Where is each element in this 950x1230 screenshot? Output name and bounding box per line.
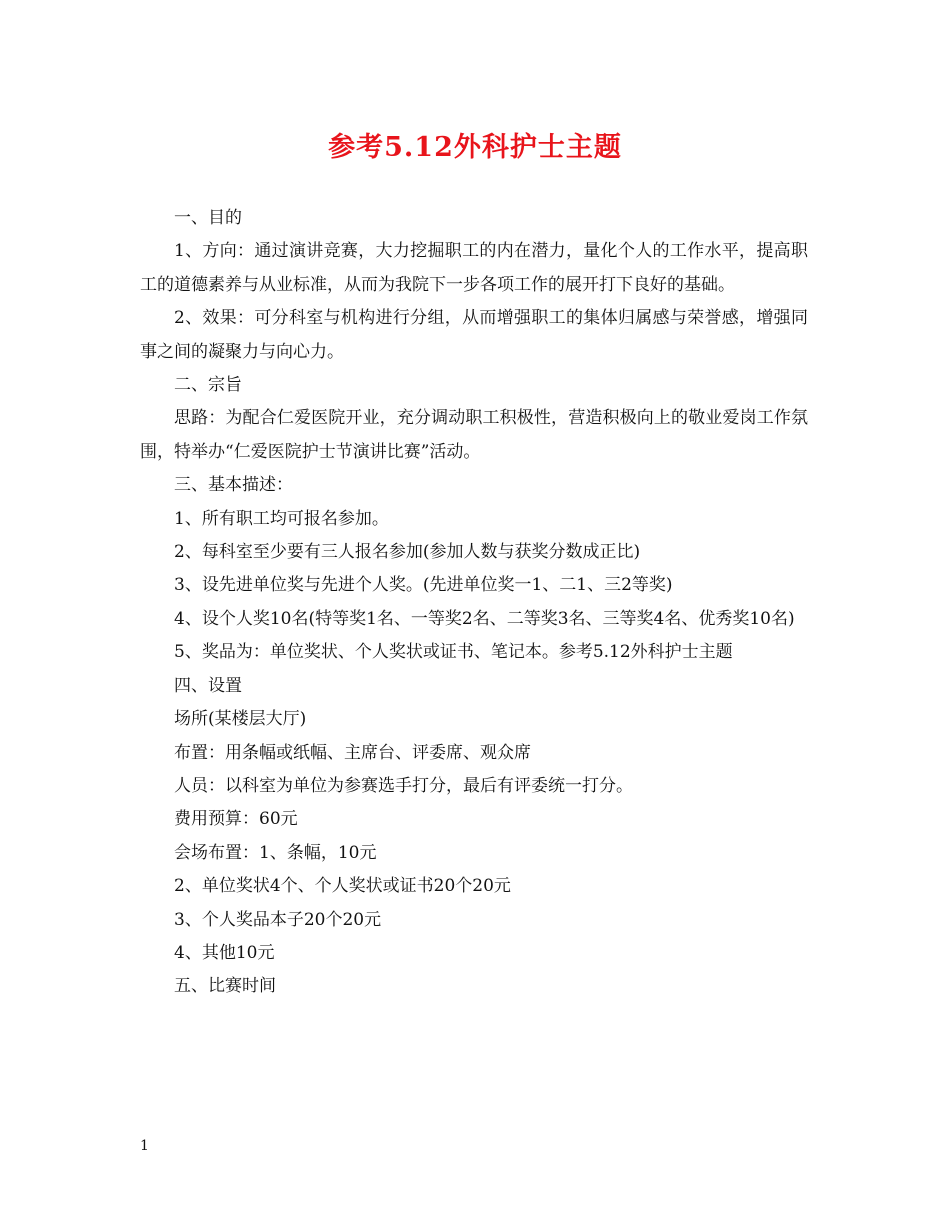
paragraph-direction: 1、方向：通过演讲竞赛，大力挖掘职工的内在潜力，量化个人的工作水平，提高职工的道德素养与从业标准，从而为我院下一步各项工作的展开打下良好的基础。 <box>140 241 808 295</box>
paragraph-budget: 费用预算：60元 <box>174 809 298 830</box>
section-heading-aim: 二、宗旨 <box>174 375 242 396</box>
budget-item-banner: 会场布置：1、条幅，10元 <box>174 842 377 863</box>
paragraph-venue: 场所(某楼层大厅) <box>174 709 307 730</box>
list-item-unit-awards: 3、设先进单位奖与先进个人奖。(先进单位奖一1、二1、三2等奖) <box>174 575 673 596</box>
budget-item-certificates: 2、单位奖状4个、个人奖状或证书20个20元 <box>174 876 511 897</box>
document-body <box>140 202 808 1004</box>
budget-item-notebooks: 3、个人奖品本子20个20元 <box>174 909 382 930</box>
paragraph-idea: 思路：为配合仁爱医院开业，充分调动职工积极性，营造积极向上的敬业爱岗工作氛围，特举办“仁爱医院护士节演讲比赛”活动。 <box>140 408 808 462</box>
list-item-registration: 2、每科室至少要有三人报名参加(参加人数与获奖分数成正比) <box>174 542 641 563</box>
section-heading-setup: 四、设置 <box>174 675 242 696</box>
paragraph-decoration: 布置：用条幅或纸幅、主席台、评委席、观众席 <box>174 742 531 763</box>
paragraph-effect: 2、效果：可分科室与机构进行分组，从而增强职工的集体归属感与荣誉感，增强同事之间的凝聚力与向心力。 <box>140 308 808 362</box>
section-heading-purpose: 一、目的 <box>174 208 242 228</box>
section-heading-description: 三、基本描述： <box>174 475 293 496</box>
budget-item-other: 4、其他10元 <box>174 942 275 963</box>
list-item-personal-awards: 4、设个人奖10名(特等奖1名、一等奖2名、二等奖3名、三等奖4名、优秀奖10名) <box>174 608 795 629</box>
list-item-eligibility: 1、所有职工均可报名参加。 <box>174 508 389 529</box>
document-title: 参考5.12外科护士主题 <box>328 132 622 163</box>
page-number: 1 <box>140 1138 149 1154</box>
section-heading-time: 五、比赛时间 <box>174 976 276 997</box>
paragraph-staff: 人员：以科室为单位为参赛选手打分，最后有评委统一打分。 <box>174 775 633 796</box>
list-item-prizes: 5、奖品为：单位奖状、个人奖状或证书、笔记本。参考5.12外科护士主题 <box>174 642 733 663</box>
